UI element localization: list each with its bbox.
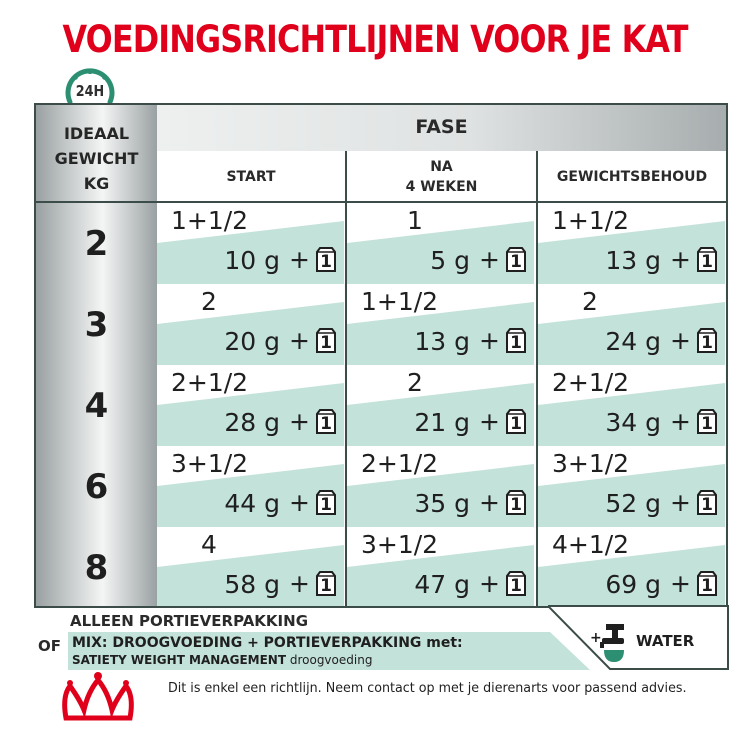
- feeding-table: [34, 103, 728, 608]
- dry-food-portion: 3+1/2: [171, 449, 249, 478]
- table-cell: [538, 446, 725, 527]
- ideal-weight-line: KG: [83, 174, 110, 193]
- legend-satiety-suffix: droogvoeding: [286, 653, 373, 667]
- pouch-icon: [505, 327, 527, 353]
- dry-food-grams: 20 g: [224, 327, 280, 356]
- table-cell: [157, 203, 344, 284]
- pouch-count: 1: [510, 333, 522, 353]
- plus-sign: +: [289, 326, 310, 355]
- pouch-count: 1: [701, 333, 713, 353]
- table-cell: [157, 365, 344, 446]
- plus-sign: +: [479, 326, 500, 355]
- header-divider: [36, 201, 726, 203]
- plus-sign: +: [670, 569, 691, 598]
- royal-canin-crown-logo: [48, 666, 158, 722]
- page-title: VOEDINGSRICHTLIJNEN VOOR JE KAT: [62, 18, 688, 61]
- column-header-line: GEWICHTSBEHOUD: [556, 169, 708, 185]
- column-header-line: START: [226, 169, 276, 185]
- weight-value: 4: [84, 385, 109, 426]
- clock-label: 24H: [75, 82, 105, 100]
- dry-food-grams: 24 g: [605, 327, 661, 356]
- dry-food-portion: 1+1/2: [552, 206, 630, 235]
- table-cell: [347, 365, 534, 446]
- pouch-icon: [315, 246, 337, 272]
- legend-satiety: [72, 653, 372, 667]
- pouch-count: 1: [320, 252, 332, 272]
- dry-food-portion: 2+1/2: [361, 449, 439, 478]
- dry-food-grams: 13 g: [414, 327, 470, 356]
- pouch-count: 1: [510, 495, 522, 515]
- plus-sign: +: [670, 245, 691, 274]
- dry-food-grams: 69 g: [605, 570, 661, 599]
- dry-food-grams: 47 g: [414, 570, 470, 599]
- plus-sign: +: [289, 488, 310, 517]
- column-header-after-4-weeks: [347, 151, 536, 203]
- dry-food-grams: 52 g: [605, 489, 661, 518]
- pouch-count: 1: [701, 414, 713, 434]
- pouch-icon: [696, 408, 718, 434]
- water-tap-icon: [590, 620, 632, 664]
- column-header-line: NA: [430, 159, 453, 175]
- svg-text:+: +: [590, 630, 602, 646]
- pouch-icon: [315, 408, 337, 434]
- pouch-icon: [696, 246, 718, 272]
- pouch-count: 1: [320, 495, 332, 515]
- table-cell: [157, 284, 344, 365]
- column-header-weight-maintenance: [538, 151, 726, 203]
- dry-food-grams: 5 g: [430, 246, 470, 275]
- pouch-icon: [696, 489, 718, 515]
- legend-or: OF: [38, 637, 61, 655]
- plus-sign: +: [289, 245, 310, 274]
- dry-food-portion: 2+1/2: [171, 368, 249, 397]
- pouch-icon: [505, 246, 527, 272]
- pouch-count: 1: [320, 414, 332, 434]
- dry-food-portion: 1: [407, 206, 423, 235]
- pouch-icon: [315, 489, 337, 515]
- dry-food-portion: 1+1/2: [171, 206, 249, 235]
- column-header-line: 4 WEKEN: [405, 179, 478, 195]
- plus-sign: +: [479, 569, 500, 598]
- column-divider: [345, 151, 347, 606]
- dry-food-portion: 4+1/2: [552, 530, 630, 559]
- table-cell: [347, 446, 534, 527]
- dry-food-portion: 2: [407, 368, 423, 397]
- pouch-icon: [505, 489, 527, 515]
- weight-value: 6: [84, 466, 109, 507]
- table-cell: [538, 284, 725, 365]
- plus-sign: +: [670, 488, 691, 517]
- pouch-icon: [315, 570, 337, 596]
- dry-food-grams: 34 g: [605, 408, 661, 437]
- dry-food-grams: 58 g: [224, 570, 280, 599]
- dry-food-grams: 28 g: [224, 408, 280, 437]
- pouch-icon: [696, 570, 718, 596]
- plus-sign: +: [289, 407, 310, 436]
- table-cell: [157, 527, 344, 608]
- column-header-start: [157, 151, 345, 203]
- plus-sign: +: [479, 245, 500, 274]
- ideal-weight-line: GEWICHT: [54, 149, 139, 168]
- weight-value: 8: [84, 547, 109, 588]
- ideal-weight-line: IDEAAL: [63, 124, 130, 143]
- pouch-count: 1: [701, 576, 713, 596]
- legend-satiety-name: SATIETY WEIGHT MANAGEMENT: [72, 653, 287, 667]
- table-cell: [347, 527, 534, 608]
- pouch-count: 1: [701, 252, 713, 272]
- table-cell: [347, 284, 534, 365]
- dry-food-portion: 2+1/2: [552, 368, 630, 397]
- table-cell: [538, 365, 725, 446]
- legend-mix: MIX: DROOGVOEDING + PORTIEVERPAKKING met:: [72, 635, 463, 651]
- dry-food-portion: 3+1/2: [552, 449, 630, 478]
- pouch-count: 1: [510, 414, 522, 434]
- dry-food-grams: 13 g: [605, 246, 661, 275]
- dry-food-grams: 10 g: [224, 246, 280, 275]
- plus-sign: +: [479, 488, 500, 517]
- weight-value: 2: [84, 223, 109, 264]
- column-divider: [536, 151, 538, 606]
- legend-only-pouch: ALLEEN PORTIEVERPAKKING: [70, 612, 309, 630]
- pouch-count: 1: [320, 333, 332, 353]
- dry-food-portion: 2: [582, 287, 598, 316]
- dry-food-grams: 35 g: [414, 489, 470, 518]
- plus-sign: +: [670, 326, 691, 355]
- water-label: WATER: [636, 632, 695, 650]
- pouch-icon: [505, 570, 527, 596]
- dry-food-grams: 21 g: [414, 408, 470, 437]
- weight-value: 3: [84, 304, 109, 345]
- plus-sign: +: [670, 407, 691, 436]
- pouch-icon: [696, 327, 718, 353]
- pouch-icon: [505, 408, 527, 434]
- pouch-count: 1: [701, 495, 713, 515]
- table-cell: [538, 527, 725, 608]
- dry-food-portion: 1+1/2: [361, 287, 439, 316]
- table-cell: [157, 446, 344, 527]
- pouch-count: 1: [510, 576, 522, 596]
- plus-sign: +: [289, 569, 310, 598]
- plus-sign: +: [479, 407, 500, 436]
- pouch-count: 1: [510, 252, 522, 272]
- dry-food-portion: 3+1/2: [361, 530, 439, 559]
- disclaimer-text: Dit is enkel een richtlijn. Neem contact op met je dierenarts voor passend advies.: [168, 680, 687, 696]
- dry-food-portion: 4: [201, 530, 217, 559]
- pouch-icon: [315, 327, 337, 353]
- dry-food-grams: 44 g: [224, 489, 280, 518]
- ideal-weight-header: [36, 121, 157, 196]
- table-cell: [347, 203, 534, 284]
- pouch-count: 1: [320, 576, 332, 596]
- table-cell: [538, 203, 725, 284]
- dry-food-portion: 2: [201, 287, 217, 316]
- fase-header: FASE: [415, 116, 468, 138]
